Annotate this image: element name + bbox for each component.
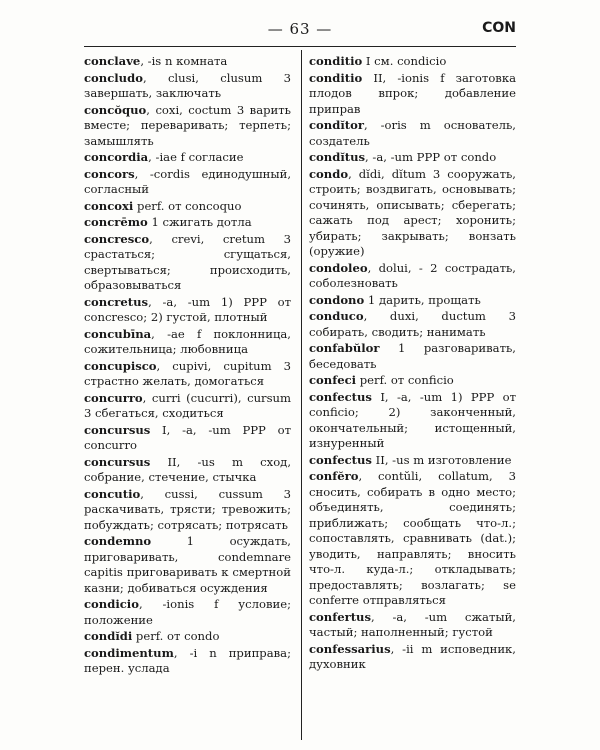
entry-definition: , -cordis единодушный, согласный <box>84 166 291 196</box>
entry-definition: , clusi, clusum 3 завершать, заключать <box>84 70 291 100</box>
entry-definition: , cupivi, cupitum 3 страстно желать, домогаться <box>84 358 291 388</box>
page-header <box>0 20 600 42</box>
entry-definition: perf. от conficio <box>356 373 454 387</box>
entry-definition: II, -us m сход, собрание, стечение, стычка <box>84 454 291 484</box>
entry-headword: concludo <box>84 70 143 85</box>
entry-headword: confertus <box>309 609 372 624</box>
entry-definition: 1 разговаривать, беседовать <box>309 341 516 371</box>
entry-headword: condĭtor <box>309 118 364 132</box>
dictionary-entry <box>84 167 291 198</box>
dictionary-entry <box>309 469 516 609</box>
entry-headword: condicio <box>84 597 139 611</box>
entry-headword: concordia <box>84 150 149 164</box>
dictionary-entry <box>309 167 516 260</box>
page-number: — 63 — <box>267 20 333 38</box>
entry-headword: confectus <box>309 389 372 404</box>
entry-definition: , -a, -um PPP от condo <box>365 150 497 164</box>
dictionary-entry <box>309 54 516 70</box>
entry-headword: condo <box>309 166 349 181</box>
entry-headword: concubīna <box>84 326 152 341</box>
entry-definition: , cussi, cussum 3 раскачивать, трясти; тревожить; побуждать; сотрясать; потрясать <box>84 486 291 532</box>
dictionary-entry <box>84 295 291 326</box>
entry-definition: , -a, -um 1) PPP от concresco; 2) густой, плотный <box>84 294 291 324</box>
entry-definition: II, -us m изготовление <box>371 452 512 467</box>
entry-definition: , dĭdi, dĭtum 3 сооружать, строить; воздвигать, основывать; сочинять, описывать; сберегать; сажать под арест; хоронить; убирать; закрывать; вонзать (оружие) <box>309 166 516 258</box>
entry-headword: condimentum <box>84 645 174 660</box>
dictionary-entry <box>309 71 516 118</box>
dictionary-entry <box>84 199 291 215</box>
entry-headword: concurro <box>84 390 143 405</box>
entry-definition: perf. от concoquo <box>133 198 242 213</box>
column-divider <box>301 50 302 740</box>
entry-definition: II, -ionis f заготовка плодов впрок; добавление приправ <box>309 70 516 116</box>
entry-definition: I, -a, -um 1) PPP от conficio; 2) законченный, окончательный; истощенный, изнуренный <box>309 389 516 450</box>
entry-headword: conclave <box>84 54 141 68</box>
entry-definition: , contŭli, collatum, 3 сносить, собирать в одно место; объединять, соединять; приближать; сообщать что-л.; сопоставлять, сравнивать (dat.); уводить, направлять; вносить что-л. куда-л.; откладывать; предоставлять; возлагать; se conferre отправляться <box>309 469 516 607</box>
entry-definition: 1 сжигать дотла <box>147 215 252 229</box>
entry-headword: condĭdi <box>84 629 133 643</box>
entry-headword: concŏquo <box>84 102 147 117</box>
dictionary-entry <box>84 455 291 486</box>
entry-headword: concutio <box>84 486 141 501</box>
entry-definition: , -iae f согласие <box>148 150 244 164</box>
entry-headword: confĕro <box>309 469 359 483</box>
entry-definition: , -ionis f условие; положение <box>84 597 291 627</box>
entry-definition: I, -a, -um PPP от concurro <box>84 422 291 452</box>
dictionary-entry <box>84 597 291 628</box>
entry-definition: , -oris m основатель, создатель <box>309 118 516 148</box>
entry-definition: , -ii m исповедник, духовник <box>309 641 516 671</box>
entry-definition: , -is n комната <box>140 54 228 68</box>
entry-definition: , -ae f поклонница, сожительница; любовница <box>84 326 291 356</box>
guide-word: CON <box>482 20 516 36</box>
entry-definition: , coxi, coctum 3 варить вместе; переваривать; терпеть; замышлять <box>84 102 291 148</box>
dictionary-entry <box>309 261 516 292</box>
entry-headword: concors <box>84 166 135 181</box>
dictionary-entry <box>84 359 291 390</box>
dictionary-entry <box>309 390 516 452</box>
entry-definition: , -a, -um сжатый, частый; наполненный; густой <box>309 609 516 639</box>
entry-headword: confessarius <box>309 641 391 656</box>
entry-definition: , duxi, ductum 3 собирать, сводить; нанимать <box>309 309 516 339</box>
dictionary-entry <box>309 150 516 166</box>
entry-headword: concursus <box>84 422 151 437</box>
dictionary-entry <box>84 534 291 596</box>
entry-definition: , curri (cucurri), cursum 3 сбегаться, сходиться <box>84 390 291 420</box>
entry-headword: confabŭlor <box>309 341 380 355</box>
entry-headword: concretus <box>84 294 149 309</box>
dictionary-entry <box>84 629 291 645</box>
right-column <box>309 54 516 674</box>
dictionary-entry <box>309 642 516 673</box>
dictionary-entry <box>84 646 291 677</box>
entry-headword: condĭtus <box>309 150 366 164</box>
dictionary-entry <box>84 71 291 102</box>
entry-definition: , -i n приправа; перен. услада <box>84 645 291 675</box>
entry-headword: conditio <box>309 70 363 85</box>
dictionary-entry <box>309 341 516 372</box>
dictionary-entry <box>84 150 291 166</box>
dictionary-entry <box>84 103 291 150</box>
entry-headword: confeci <box>309 373 357 387</box>
dictionary-entry <box>309 373 516 389</box>
entry-definition: 1 дарить, прощать <box>364 292 481 307</box>
entry-definition: perf. от condo <box>132 629 220 643</box>
entry-headword: concupisco <box>84 358 157 373</box>
entry-definition: I см. condicio <box>362 54 447 68</box>
header-rule <box>84 46 516 47</box>
entry-headword: concrēmo <box>84 215 148 229</box>
entry-definition: 1 осуждать, приговаривать, condemnare capitis приговаривать к смертной казни; добиваться осуждения <box>84 534 291 595</box>
entry-headword: condoleo <box>309 260 368 275</box>
dictionary-entry <box>84 423 291 454</box>
dictionary-entry <box>84 232 291 294</box>
entry-definition: , dolui, - 2 сострадать, соболезновать <box>309 260 516 290</box>
dictionary-entry <box>84 327 291 358</box>
entry-headword: condemno <box>84 534 152 548</box>
entry-headword: confectus <box>309 452 372 467</box>
dictionary-entry <box>309 610 516 641</box>
dictionary-entry <box>84 54 291 70</box>
dictionary-entry <box>309 309 516 340</box>
dictionary-entry <box>309 453 516 469</box>
dictionary-entry <box>84 487 291 534</box>
entry-headword: conditio <box>309 54 363 68</box>
dictionary-entry <box>309 293 516 309</box>
entry-headword: concoxi <box>84 198 134 213</box>
entry-headword: concresco <box>84 231 150 246</box>
dictionary-entry <box>84 391 291 422</box>
left-column <box>84 54 291 678</box>
entry-headword: condono <box>309 292 365 307</box>
dictionary-entry <box>84 215 291 231</box>
entry-headword: conduco <box>309 309 364 323</box>
dictionary-entry <box>309 118 516 149</box>
entry-definition: , crevi, cretum 3 срастаться; сгущаться, свертываться; происходить, образовываться <box>84 231 291 292</box>
entry-headword: concursus <box>84 454 151 469</box>
